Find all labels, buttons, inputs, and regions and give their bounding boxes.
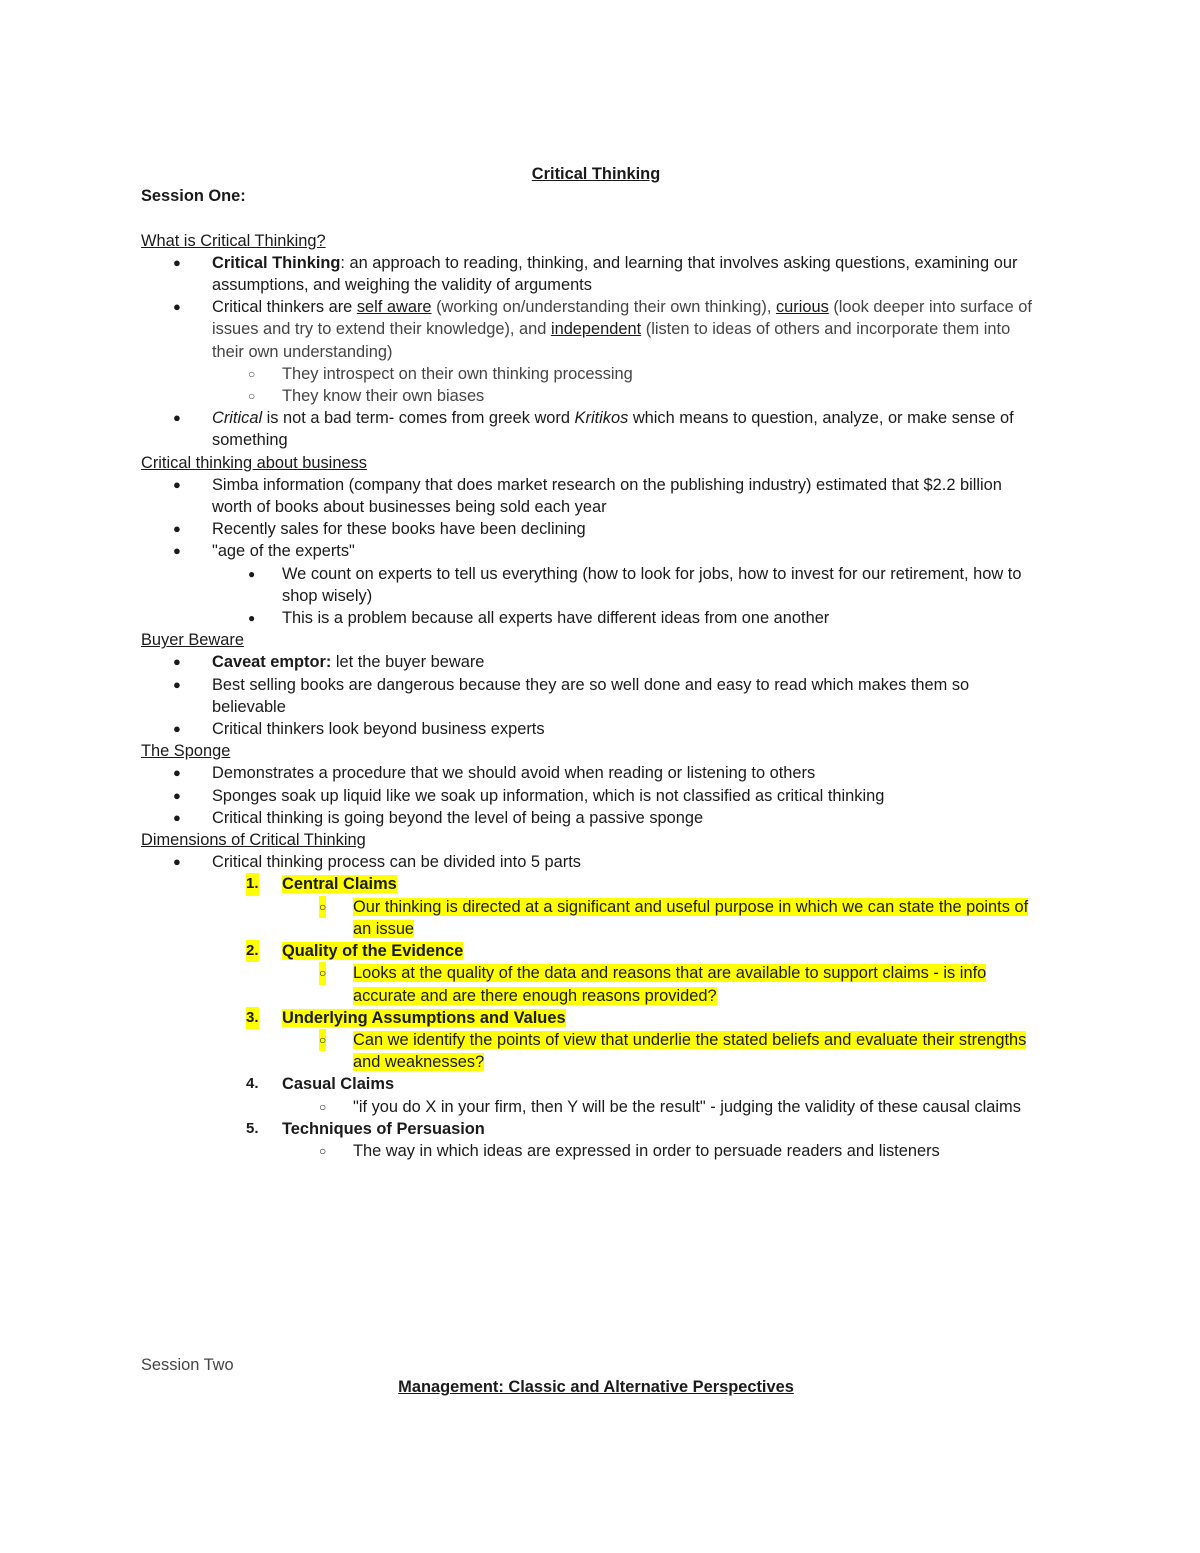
bullet-icon: ●	[173, 721, 181, 737]
list-item: ● Critical Thinking: an approach to reading, thinking, and learning that involves asking questions, examining our assumptions, and weighing the validity of arguments	[173, 253, 1018, 294]
list-item: ○ Can we identify the points of view that underlie the stated beliefs and evaluate their strengths and weaknesses?	[319, 1030, 1027, 1072]
bullet-icon: ●	[173, 654, 181, 670]
session-two-label: Session Two	[141, 1356, 234, 1374]
page-title: Critical Thinking	[531, 165, 661, 183]
bullet-icon: ●	[173, 299, 181, 315]
session-two-block	[141, 1354, 1051, 1398]
bullet-icon: ●	[173, 676, 181, 692]
circle-bullet-icon: ○	[319, 1029, 326, 1051]
circle-bullet-icon: ○	[319, 1143, 327, 1158]
numbered-item-central-claims: 1. Central Claims	[141, 873, 1051, 895]
list-item: ● Sponges soak up liquid like we soak up information, which is not classified as critical thinking	[141, 785, 1051, 807]
numbered-item-quality-evidence: 2. Quality of the Evidence	[141, 940, 1051, 962]
session-one-label: Session One:	[141, 187, 246, 206]
number-label: 3.	[246, 1007, 259, 1029]
list-item: ● We count on experts to tell us everything (how to look for jobs, how to invest for our retirement, how to shop wisely)	[248, 564, 1022, 605]
section-heading-buyer-beware: Buyer Beware	[141, 631, 244, 650]
list-item: ● Simba information (company that does market research on the publishing industry) estimated that $2.2 billion worth of books about businesses being sold each year	[173, 475, 1002, 517]
list-item: ○ They know their own biases	[141, 385, 1051, 407]
section-heading-dimensions: Dimensions of Critical Thinking	[141, 831, 366, 850]
circle-bullet-icon: ○	[248, 389, 256, 404]
list-item: ● Best selling books are dangerous because they are so well done and easy to read which makes them so believable	[173, 675, 970, 716]
numbered-item-underlying-assumptions: 3. Underlying Assumptions and Values	[141, 1007, 1051, 1029]
circle-bullet-icon: ○	[319, 1099, 327, 1114]
document-page	[141, 163, 1051, 1162]
list-item: ● Critical is not a bad term- comes from greek word Kritikos which means to question, analyze, or make sense of something	[173, 409, 1014, 450]
session-two-title: Management: Classic and Alternative Perspectives	[398, 1378, 794, 1397]
number-label: 2.	[246, 940, 259, 962]
list-item: ○ Looks at the quality of the data and reasons that are available to support claims - is info accurate and are there enough reasons provided?	[319, 964, 987, 1005]
list-item: ● Recently sales for these books have been declining	[141, 518, 1051, 540]
list-item: ● This is a problem because all experts have different ideas from one another	[141, 607, 1051, 629]
list-item: ● Caveat emptor: let the buyer beware	[141, 651, 1051, 673]
bullet-icon: ●	[173, 254, 181, 270]
list-item: ○ The way in which ideas are expressed in order to persuade readers and listeners	[141, 1140, 1051, 1162]
section-heading-sponge: The Sponge	[141, 742, 231, 761]
bullet-icon: ●	[173, 787, 181, 803]
bullet-icon: ●	[173, 521, 181, 537]
section-heading-what-is: What is Critical Thinking?	[141, 231, 326, 250]
list-item: ● Critical thinking is going beyond the level of being a passive sponge	[141, 807, 1051, 829]
circle-bullet-icon: ○	[319, 896, 326, 918]
circle-bullet-icon: ○	[248, 366, 256, 381]
numbered-item-persuasion: 5. Techniques of Persuasion	[141, 1118, 1051, 1140]
bullet-icon: ●	[173, 765, 181, 781]
list-item: ● Critical thinking process can be divided into 5 parts	[141, 851, 1051, 873]
number-label: 4.	[246, 1075, 259, 1093]
bullet-icon: ●	[173, 809, 181, 825]
number-label: 1.	[246, 873, 259, 895]
list-item: ● Demonstrates a procedure that we should avoid when reading or listening to others	[141, 762, 1051, 784]
bullet-icon: ●	[173, 854, 181, 870]
bullet-icon: ●	[173, 476, 181, 492]
bullet-icon: ●	[173, 543, 181, 559]
list-item: ● "age of the experts"	[141, 540, 1051, 562]
bullet-icon: ●	[173, 410, 181, 426]
list-item: ○ "if you do X in your firm, then Y will be the result" - judging the validity of these causal claims	[141, 1096, 1051, 1118]
number-label: 5.	[246, 1119, 259, 1137]
list-item: ○ They introspect on their own thinking processing	[141, 363, 1051, 385]
bullet-icon: ●	[248, 566, 256, 581]
circle-bullet-icon: ○	[319, 962, 326, 984]
list-item: ● Critical thinkers are self aware (working on/understanding their own thinking), curious (look deeper into surface of issues and try to extend their knowledge), and independent (listen to ideas of others and incorporate them into their own understanding)	[173, 298, 1032, 361]
list-item: ● Critical thinkers look beyond business experts	[141, 718, 1051, 740]
list-item: ○ Our thinking is directed at a significant and useful purpose in which we can state the points of an issue	[319, 897, 1029, 938]
bullet-icon: ●	[248, 611, 256, 626]
numbered-item-casual-claims: 4. Casual Claims	[141, 1073, 1051, 1095]
section-heading-business: Critical thinking about business	[141, 453, 367, 472]
spacer	[141, 207, 1051, 229]
